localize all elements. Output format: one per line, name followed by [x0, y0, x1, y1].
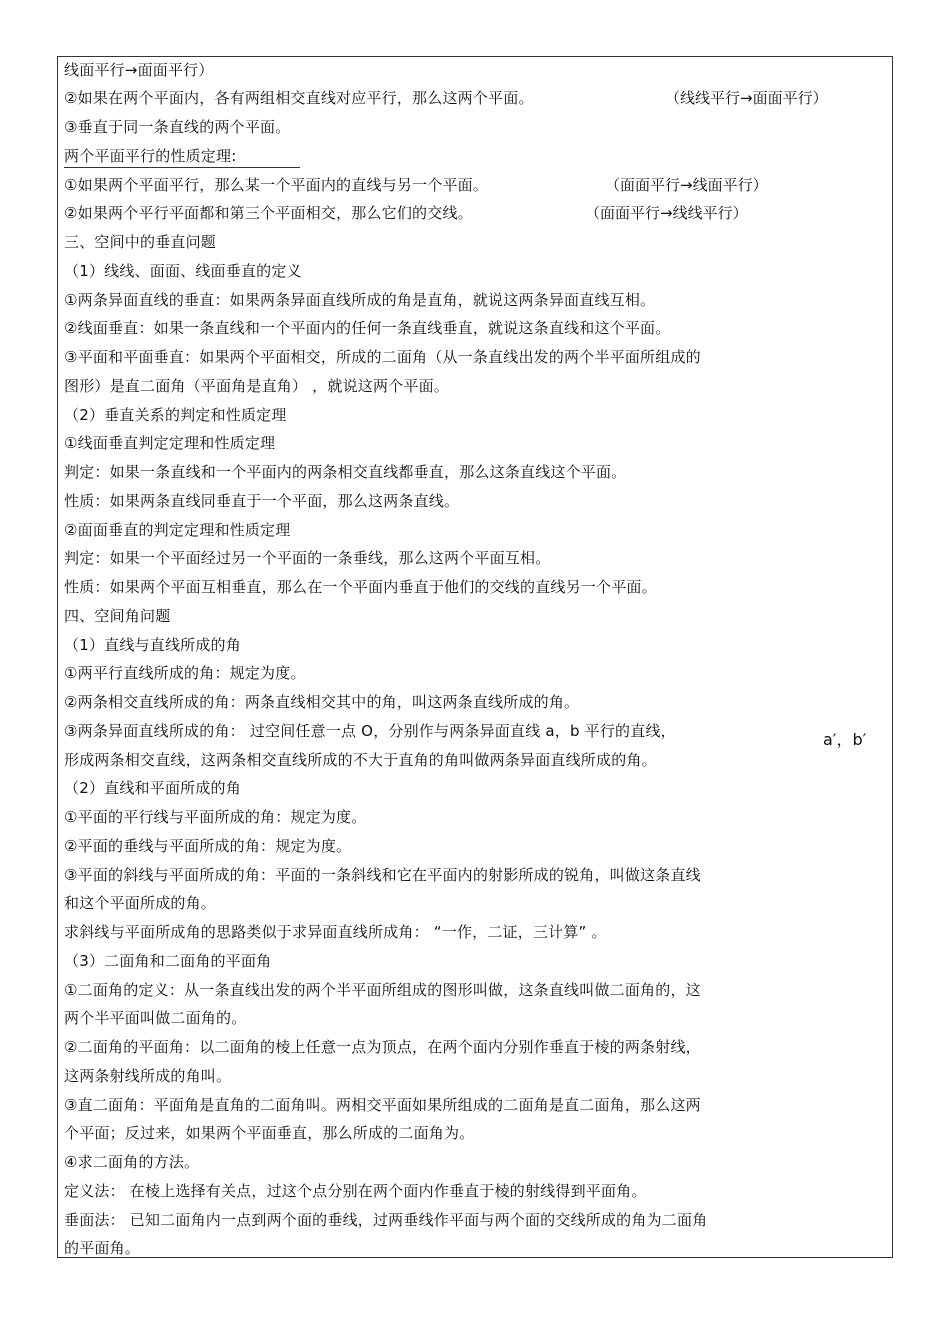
section-heading: 三、空间中的垂直问题 — [64, 233, 217, 251]
text-line: 个平面；反过来，如果两个平面垂直，那么所成的二面角为。 — [64, 1124, 475, 1142]
text-line: ③两条异面直线所成的角： 过空间任意一点 O，分别作与两条异面直线 a，b 平行的直线， — [64, 722, 676, 740]
text-line: ③平面和平面垂直：如果两个平面相交，所成的二面角（从一条直线出发的两个半平面所组成的 — [64, 348, 701, 366]
text-line: ①平面的平行线与平面所成的角：规定为度。 — [64, 808, 367, 826]
text-line: 垂面法： 已知二面角内一点到两个面的垂线，过两垂线作平面与两个面的交线所成的角为二面角 — [64, 1211, 708, 1229]
section-heading: 两个平面平行的性质定理: — [64, 147, 237, 165]
text-line: 性质：如果两个平面互相垂直，那么在一个平面内垂直于他们的交线的直线另一个平面。 — [64, 578, 657, 596]
text-line: 性质：如果两条直线同垂直于一个平面，那么这两条直线。 — [64, 492, 460, 510]
theorem-note: （面面平行→线面平行） — [605, 176, 768, 194]
text-line: 定义法： 在棱上选择有关点，过这个点分别在两个面内作垂直于棱的射线得到平面角。 — [64, 1182, 647, 1200]
subsection-heading: （1）直线与直线所成的角 — [64, 636, 241, 654]
subsection-heading: （3）二面角和二面角的平面角 — [64, 952, 272, 970]
text-line: ①二面角的定义：从一条直线出发的两个半平面所组成的图形叫做，这条直线叫做二面角的，这 — [64, 981, 701, 999]
text-line: 线面平行→面面平行） — [64, 61, 214, 79]
subsection-heading: （2）直线和平面所成的角 — [64, 779, 241, 797]
text-line: ①两平行直线所成的角：规定为度。 — [64, 664, 306, 682]
text-line: 和这个平面所成的角。 — [64, 894, 217, 912]
text-line: ④求二面角的方法。 — [64, 1153, 200, 1171]
text-line: 两个半平面叫做二面角的。 — [64, 1009, 247, 1027]
text-line: 求斜线与平面所成角的思路类似于求异面直线所成角： “一作，二证，三计算” 。 — [64, 923, 607, 941]
prime-note: a′，b′ — [823, 730, 867, 749]
text-line: ①线面垂直判定定理和性质定理 — [64, 434, 276, 452]
text-line: ③垂直于同一条直线的两个平面。 — [64, 118, 291, 136]
text-line: 判定：如果一条直线和一个平面内的两条相交直线都垂直，那么这条直线这个平面。 — [64, 463, 627, 481]
text-line: 的平面角。 — [64, 1239, 141, 1257]
text-line: 图形）是直二面角（平面角是直角） ，就说这两个平面。 — [64, 377, 449, 395]
text-line: 判定：如果一个平面经过另一个平面的一条垂线，那么这两个平面互相。 — [64, 549, 551, 567]
section-heading: 四、空间角问题 — [64, 607, 171, 625]
text-line: ②两条相交直线所成的角：两条直线相交其中的角，叫这两条直线所成的角。 — [64, 693, 580, 711]
text-line: ①两条异面直线的垂直：如果两条异面直线所成的角是直角，就说这两条异面直线互相。 — [64, 291, 656, 309]
theorem-note: （面面平行→线线平行） — [585, 204, 748, 222]
text-line: ②平面的垂线与平面所成的角：规定为度。 — [64, 837, 352, 855]
text-line: ②如果在两个平面内，各有两组相交直线对应平行，那么这两个平面。 — [64, 89, 534, 107]
text-line: 形成两条相交直线，这两条相交直线所成的不大于直角的角叫做两条异面直线所成的角。 — [64, 751, 657, 769]
heading-underline — [64, 167, 300, 168]
text-line: ③直二面角：平面角是直角的二面角叫。两相交平面如果所组成的二面角是直二面角，那么这两 — [64, 1096, 701, 1114]
text-line: ②面面垂直的判定定理和性质定理 — [64, 521, 291, 539]
subsection-heading: （2）垂直关系的判定和性质定理 — [64, 406, 287, 424]
text-line: ③平面的斜线与平面所成的角：平面的一条斜线和它在平面内的射影所成的锐角，叫做这条直线 — [64, 866, 701, 884]
text-line: ②线面垂直：如果一条直线和一个平面内的任何一条直线垂直，就说这条直线和这个平面。 — [64, 319, 671, 337]
text-line: ②二面角的平面角：以二面角的棱上任意一点为顶点，在两个面内分别作垂直于棱的两条射线， — [64, 1038, 701, 1056]
theorem-note: （线线平行→面面平行） — [665, 89, 828, 107]
subsection-heading: （1）线线、面面、线面垂直的定义 — [64, 262, 302, 280]
text-line: ②如果两个平行平面都和第三个平面相交，那么它们的交线。 — [64, 204, 473, 222]
text-line: 这两条射线所成的角叫。 — [64, 1067, 232, 1085]
text-line: ①如果两个平面平行，那么某一个平面内的直线与另一个平面。 — [64, 176, 489, 194]
